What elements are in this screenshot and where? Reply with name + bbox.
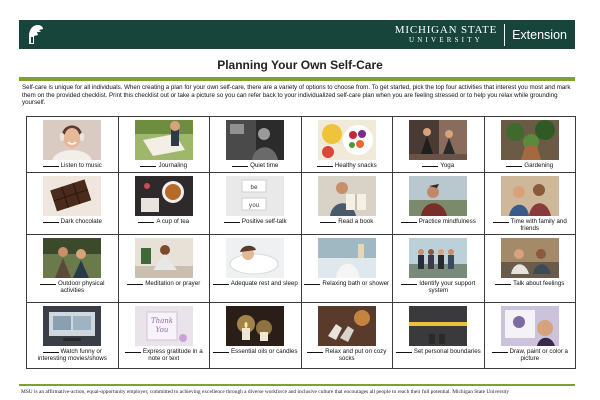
- activity-label: Outdoor physical activities: [58, 280, 105, 295]
- activity-label: Relaxing bath or shower: [322, 280, 390, 287]
- university-wordmark: [395, 24, 504, 45]
- activity-cell: [484, 173, 576, 235]
- family-and-friends-photo: [501, 176, 559, 216]
- activity-label: Journaling: [158, 162, 188, 169]
- activity-cell: [301, 173, 393, 235]
- university-line-1: MICHIGAN STATE: [394, 24, 498, 36]
- gardening-photo: [501, 120, 559, 160]
- activity-cell: [118, 173, 210, 235]
- activity-label: Identify your support system: [419, 280, 476, 295]
- cozy-socks-photo: [318, 306, 376, 346]
- dark-chocolate-photo: [43, 176, 101, 216]
- read-a-book-photo: [318, 176, 376, 216]
- activity-cell: [27, 235, 119, 303]
- healthy-snacks-photo: [318, 120, 376, 160]
- activity-label: Yoga: [440, 162, 455, 169]
- quiet-time-photo: [226, 120, 284, 160]
- meditation-photo: [135, 238, 193, 278]
- title-rule: [19, 77, 575, 81]
- draw-paint-photo: [501, 306, 559, 346]
- activity-label: Relax and put on cozy socks: [325, 348, 387, 363]
- activity-label: Quiet time: [250, 162, 279, 169]
- activity-cell: [210, 173, 302, 235]
- listen-to-music-photo: [43, 120, 101, 160]
- activity-label: Essential oils or candles: [231, 348, 298, 355]
- photo-text-you: You: [155, 326, 169, 334]
- activity-label: Draw, paint or color a picture: [509, 348, 568, 363]
- photo-text-be: be: [250, 184, 258, 191]
- candles-photo: [226, 306, 284, 346]
- relaxing-bath-photo: [318, 238, 376, 278]
- activity-label: A cup of tea: [156, 218, 190, 225]
- watch-movies-photo: [43, 306, 101, 346]
- activity-label: Watch funny or interesting movies/shows: [37, 348, 107, 363]
- activity-label: Talk about feelings: [513, 280, 565, 287]
- activity-cell: [118, 303, 210, 369]
- cup-of-tea-photo: [135, 176, 193, 216]
- activity-label: Adequate rest and sleep: [230, 280, 298, 287]
- activity-label: Read a book: [338, 218, 374, 225]
- photo-text-thank: Thank: [150, 317, 173, 325]
- self-care-checklist: [26, 116, 576, 369]
- activity-cell: [393, 117, 485, 173]
- positive-self-talk-photo: [226, 176, 284, 216]
- footer-rule: [19, 384, 575, 386]
- intro-paragraph: Self-care is unique for all individuals. When creating a plan for your own self-care, there are a variety of options to choose from. To get started, pick the top four activities that interest you most and mark them on the provided checklist. Print this checklist out or take a picture so you can refer back to your individualized self-care plan when you are feeling stressed or to help you relax while grounding yourself.: [22, 84, 571, 107]
- activity-cell: [118, 117, 210, 173]
- yoga-photo: [409, 120, 467, 160]
- activity-cell: [27, 117, 119, 173]
- activity-cell: [118, 235, 210, 303]
- activity-label: Meditation or prayer: [145, 280, 201, 287]
- header-banner: [19, 20, 575, 49]
- practice-mindfulness-photo: [409, 176, 467, 216]
- activity-cell: [484, 235, 576, 303]
- page-title: Planning Your Own Self-Care: [217, 58, 383, 72]
- university-line-2: UNIVERSITY: [408, 36, 483, 44]
- activity-cell: [27, 303, 119, 369]
- photo-text-you: you: [248, 202, 260, 209]
- outdoor-activities-photo: [43, 238, 101, 278]
- activity-cell: [393, 235, 485, 303]
- support-system-photo: [409, 238, 467, 278]
- rest-and-sleep-photo: [226, 238, 284, 278]
- activity-label: Set personal boundaries: [413, 348, 481, 355]
- activity-label: Practice mindfulness: [418, 218, 476, 225]
- talk-about-feelings-photo: [501, 238, 559, 278]
- extension-label: Extension: [512, 27, 567, 42]
- activity-cell: [393, 303, 485, 369]
- activity-cell: [301, 117, 393, 173]
- activity-cell: [210, 117, 302, 173]
- activity-cell: [301, 303, 393, 369]
- activity-cell: [484, 303, 576, 369]
- activity-label: Gardening: [524, 162, 554, 169]
- spartan-helmet-icon: [23, 23, 45, 46]
- activity-label: Time with family and friends: [510, 218, 567, 233]
- gratitude-note-photo: [135, 306, 193, 346]
- activity-cell: [484, 117, 576, 173]
- footer-disclaimer: MSU is an affirmative-action, equal-opportunity employer, committed to achieving excellence through a diverse workforce and inclusive culture that encourages all people to reach their full potential. Michigan State University: [21, 389, 510, 395]
- activity-cell: [301, 235, 393, 303]
- activity-label: Listen to music: [60, 162, 102, 169]
- activity-cell: [393, 173, 485, 235]
- activity-cell: [27, 173, 119, 235]
- journaling-photo: [135, 120, 193, 160]
- activity-cell: [210, 235, 302, 303]
- msu-extension-brand: [395, 20, 575, 49]
- activity-label: Healthy snacks: [334, 162, 377, 169]
- activity-label: Express gratitude in a note or text: [142, 348, 203, 363]
- activity-cell: [210, 303, 302, 369]
- activity-label: Positive self-talk: [241, 218, 287, 225]
- activity-label: Dark chocolate: [60, 218, 102, 225]
- personal-boundaries-photo: [409, 306, 467, 346]
